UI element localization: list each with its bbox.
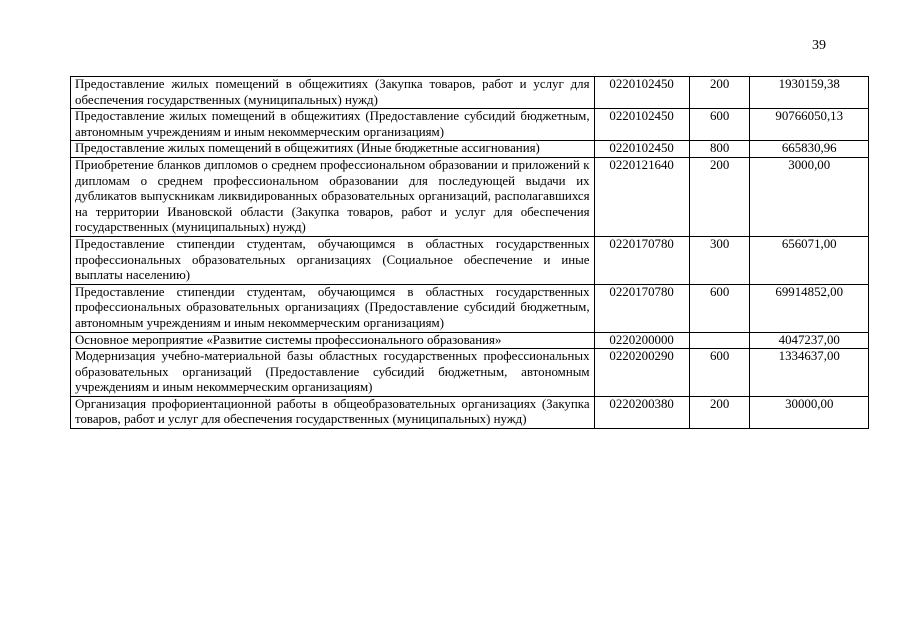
row-amount: 90766050,13 xyxy=(750,109,869,141)
budget-table xyxy=(70,76,869,429)
row-amount: 1334637,00 xyxy=(750,349,869,397)
row-amount: 4047237,00 xyxy=(750,332,869,349)
table-row xyxy=(71,284,869,332)
row-code: 0220170780 xyxy=(594,236,689,284)
row-name: Предоставление жилых помещений в общежитиях (Иные бюджетные ассигнования) xyxy=(71,141,595,158)
row-amount: 30000,00 xyxy=(750,396,869,428)
row-name: Организация профориентационной работы в общеобразовательных организациях (Закупка товаров, работ и услуг для обеспечения государственных (муниципальных) нужд) xyxy=(71,396,595,428)
row-expense-type xyxy=(689,332,750,349)
row-expense-type: 600 xyxy=(689,284,750,332)
row-name: Приобретение бланков дипломов о среднем профессиональном образовании и приложений к дипломам о среднем профессиональном образовании для последующей выдачи их дубликатов выпускникам ликвидированных образовательных организаций, располагавшихся на территории Ивановской области (Закупка товаров, работ и услуг для обеспечения государственных (муниципальных) нужд) xyxy=(71,157,595,236)
row-expense-type: 600 xyxy=(689,349,750,397)
budget-table-body xyxy=(71,77,869,429)
row-expense-type: 200 xyxy=(689,396,750,428)
row-expense-type: 200 xyxy=(689,157,750,236)
row-amount: 1930159,38 xyxy=(750,77,869,109)
row-code: 0220200290 xyxy=(594,349,689,397)
row-expense-type: 800 xyxy=(689,141,750,158)
row-name: Модернизация учебно-материальной базы областных государственных профессиональных образовательных организаций (Предоставление субсидий бюджетным, автономным учреждениям и иным некоммерческим организациям) xyxy=(71,349,595,397)
row-code: 0220200380 xyxy=(594,396,689,428)
table-row xyxy=(71,109,869,141)
page-number: 39 xyxy=(812,38,826,53)
table-row xyxy=(71,236,869,284)
row-expense-type: 600 xyxy=(689,109,750,141)
row-name: Предоставление жилых помещений в общежитиях (Закупка товаров, работ и услуг для обеспечения государственных (муниципальных) нужд) xyxy=(71,77,595,109)
row-code: 0220200000 xyxy=(594,332,689,349)
table-row xyxy=(71,77,869,109)
table-row xyxy=(71,349,869,397)
row-code: 0220170780 xyxy=(594,284,689,332)
table-row xyxy=(71,332,869,349)
row-name: Предоставление стипендии студентам, обучающимся в областных государственных профессиональных образовательных организациях (Предоставление субсидий бюджетным, автономным учреждениям и иным некоммерческим организациям) xyxy=(71,284,595,332)
row-name: Предоставление жилых помещений в общежитиях (Предоставление субсидий бюджетным, автономным учреждениям и иным некоммерческим организациям) xyxy=(71,109,595,141)
row-amount: 656071,00 xyxy=(750,236,869,284)
row-code: 0220102450 xyxy=(594,109,689,141)
table-row xyxy=(71,157,869,236)
row-code: 0220102450 xyxy=(594,77,689,109)
row-amount: 69914852,00 xyxy=(750,284,869,332)
row-name: Предоставление стипендии студентам, обучающимся в областных государственных профессиональных образовательных организациях (Социальное обеспечение и иные выплаты населению) xyxy=(71,236,595,284)
table-row xyxy=(71,141,869,158)
row-expense-type: 200 xyxy=(689,77,750,109)
row-code: 0220102450 xyxy=(594,141,689,158)
row-expense-type: 300 xyxy=(689,236,750,284)
row-name: Основное мероприятие «Развитие системы профессионального образования» xyxy=(71,332,595,349)
table-row xyxy=(71,396,869,428)
row-amount: 665830,96 xyxy=(750,141,869,158)
row-amount: 3000,00 xyxy=(750,157,869,236)
row-code: 0220121640 xyxy=(594,157,689,236)
